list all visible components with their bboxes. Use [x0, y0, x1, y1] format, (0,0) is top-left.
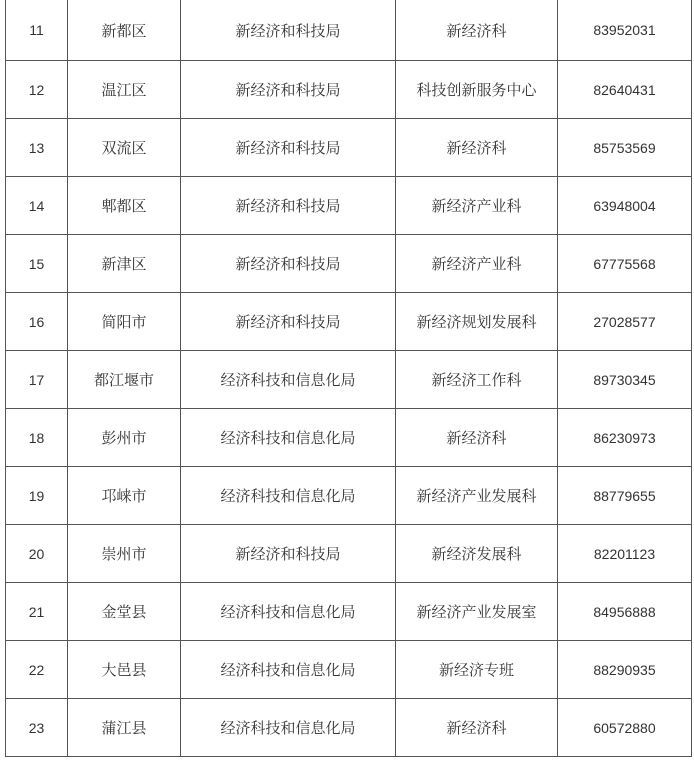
table-row [6, 177, 692, 235]
row-number-cell: 19 [6, 467, 68, 525]
bureau-cell: 经济科技和信息化局 [181, 641, 396, 699]
department-cell: 新经济专班 [396, 641, 558, 699]
table-row [6, 525, 692, 583]
table-body [6, 0, 692, 757]
phone-cell: 84956888 [558, 583, 692, 641]
phone-cell: 60572880 [558, 699, 692, 757]
row-number-cell: 21 [6, 583, 68, 641]
phone-cell: 88290935 [558, 641, 692, 699]
row-number-cell: 15 [6, 235, 68, 293]
district-cell: 邛崃市 [68, 467, 181, 525]
phone-cell: 88779655 [558, 467, 692, 525]
district-cell: 双流区 [68, 119, 181, 177]
phone-cell: 27028577 [558, 293, 692, 351]
row-number-cell: 22 [6, 641, 68, 699]
department-cell: 新经济产业发展室 [396, 583, 558, 641]
bureau-cell: 经济科技和信息化局 [181, 467, 396, 525]
department-cell: 科技创新服务中心 [396, 61, 558, 119]
row-number-cell: 17 [6, 351, 68, 409]
department-cell: 新经济发展科 [396, 525, 558, 583]
department-cell: 新经济工作科 [396, 351, 558, 409]
row-number-cell: 12 [6, 61, 68, 119]
department-cell: 新经济产业科 [396, 177, 558, 235]
table-row [6, 409, 692, 467]
district-cell: 郫都区 [68, 177, 181, 235]
department-cell: 新经济产业发展科 [396, 467, 558, 525]
bureau-cell: 经济科技和信息化局 [181, 699, 396, 757]
district-cell: 蒲江县 [68, 699, 181, 757]
phone-cell: 67775568 [558, 235, 692, 293]
phone-cell: 86230973 [558, 409, 692, 467]
district-cell: 新都区 [68, 0, 181, 61]
row-number-cell: 11 [6, 0, 68, 61]
district-cell: 大邑县 [68, 641, 181, 699]
bureau-cell: 新经济和科技局 [181, 119, 396, 177]
phone-cell: 85753569 [558, 119, 692, 177]
department-cell: 新经济科 [396, 699, 558, 757]
bureau-cell: 新经济和科技局 [181, 0, 396, 61]
table-row [6, 467, 692, 525]
bureau-cell: 新经济和科技局 [181, 293, 396, 351]
department-cell: 新经济科 [396, 119, 558, 177]
district-cell: 彭州市 [68, 409, 181, 467]
table-row [6, 0, 692, 61]
department-cell: 新经济科 [396, 0, 558, 61]
row-number-cell: 23 [6, 699, 68, 757]
department-cell: 新经济产业科 [396, 235, 558, 293]
bureau-cell: 经济科技和信息化局 [181, 351, 396, 409]
district-cell: 简阳市 [68, 293, 181, 351]
contact-table [5, 0, 692, 757]
row-number-cell: 18 [6, 409, 68, 467]
phone-cell: 83952031 [558, 0, 692, 61]
bureau-cell: 新经济和科技局 [181, 235, 396, 293]
phone-cell: 82201123 [558, 525, 692, 583]
department-cell: 新经济规划发展科 [396, 293, 558, 351]
table-row [6, 61, 692, 119]
bureau-cell: 经济科技和信息化局 [181, 583, 396, 641]
table-row [6, 235, 692, 293]
table-row [6, 699, 692, 757]
bureau-cell: 新经济和科技局 [181, 61, 396, 119]
district-cell: 金堂县 [68, 583, 181, 641]
table-row [6, 293, 692, 351]
phone-cell: 89730345 [558, 351, 692, 409]
row-number-cell: 14 [6, 177, 68, 235]
district-cell: 崇州市 [68, 525, 181, 583]
contact-table-container [5, 0, 691, 758]
phone-cell: 82640431 [558, 61, 692, 119]
district-cell: 都江堰市 [68, 351, 181, 409]
district-cell: 新津区 [68, 235, 181, 293]
bureau-cell: 新经济和科技局 [181, 177, 396, 235]
table-row [6, 119, 692, 177]
phone-cell: 63948004 [558, 177, 692, 235]
row-number-cell: 20 [6, 525, 68, 583]
department-cell: 新经济科 [396, 409, 558, 467]
row-number-cell: 16 [6, 293, 68, 351]
row-number-cell: 13 [6, 119, 68, 177]
table-row [6, 351, 692, 409]
bureau-cell: 新经济和科技局 [181, 525, 396, 583]
district-cell: 温江区 [68, 61, 181, 119]
bureau-cell: 经济科技和信息化局 [181, 409, 396, 467]
table-row [6, 641, 692, 699]
table-row [6, 583, 692, 641]
